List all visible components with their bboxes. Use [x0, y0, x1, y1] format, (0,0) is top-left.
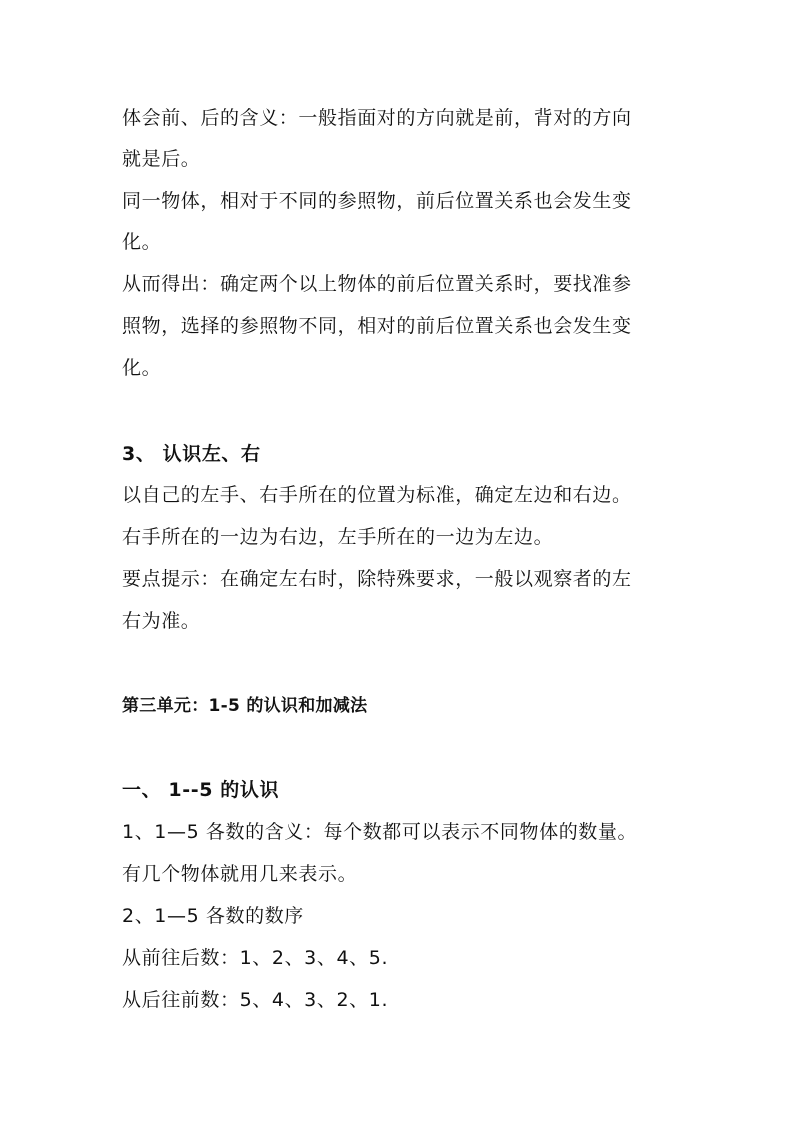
paragraph-line: 化。 — [122, 357, 162, 379]
paragraph-line: 右手所在的一边为右边，左手所在的一边为左边。 — [122, 526, 554, 548]
paragraph-line: 要点提示：在确定左右时，除特殊要求，一般以观察者的左 — [122, 568, 632, 590]
paragraph-line: 有几个物体就用几来表示。 — [122, 863, 358, 885]
paragraph-line: 同一物体，相对于不同的参照物，前后位置关系也会发生变 — [122, 190, 632, 212]
paragraph-line: 从后往前数：5、4、3、2、1. — [122, 989, 389, 1011]
paragraph-line: 就是后。 — [122, 148, 201, 170]
paragraph-line: 2、1—5 各数的数序 — [122, 905, 304, 927]
paragraph-line: 右为准。 — [122, 610, 201, 632]
paragraph-line: 从前往后数：1、2、3、4、5. — [122, 947, 389, 969]
paragraph-line: 照物，选择的参照物不同，相对的前后位置关系也会发生变 — [122, 315, 632, 337]
paragraph-line: 化。 — [122, 231, 162, 253]
section-heading: 一、 1--5 的认识 — [122, 779, 280, 801]
paragraph-line: 从而得出：确定两个以上物体的前后位置关系时，要找准参 — [122, 273, 632, 295]
chapter-title: 第三单元：1-5 的认识和加减法 — [122, 696, 368, 716]
section-heading: 3、 认识左、右 — [122, 443, 261, 465]
paragraph-line: 以自己的左手、右手所在的位置为标准，确定左边和右边。 — [122, 484, 632, 506]
paragraph-line: 体会前、后的含义：一般指面对的方向就是前，背对的方向 — [122, 107, 632, 129]
paragraph-line: 1、1—5 各数的含义：每个数都可以表示不同物体的数量。 — [122, 821, 638, 843]
